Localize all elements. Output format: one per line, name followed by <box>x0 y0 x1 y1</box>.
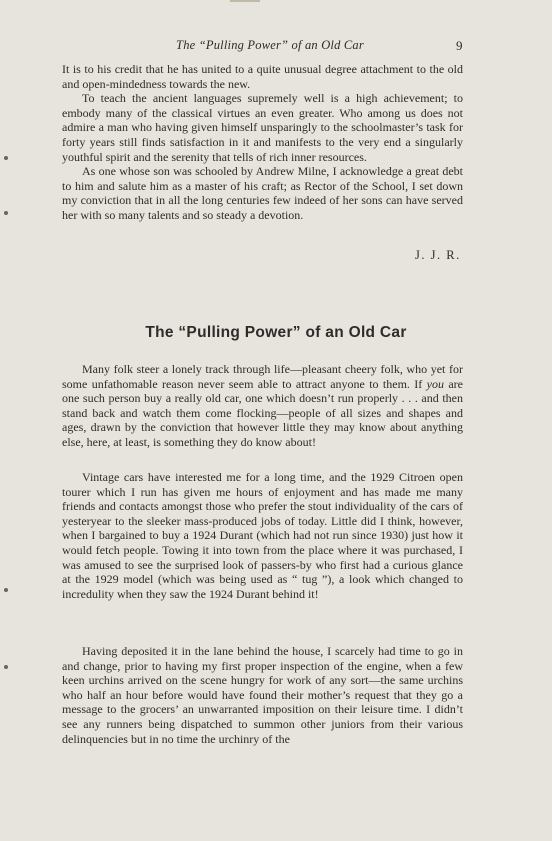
page-edge-mark <box>230 0 260 2</box>
article-paragraph-1-part-b: are one such person buy a really old car, one which doesn’t run properly . . . and then stand back and watch them come flocking—people of all sizes and shapes and ages, drawn by the conviction that however little they may know about anything else, here, at least, is something they do know about! <box>62 376 464 449</box>
running-head-suffix: of an Old Car <box>291 38 364 52</box>
margin-speck <box>4 588 8 592</box>
previous-paragraph-2: To teach the ancient languages supremely well is a high achievement; to embody many of the classical virtues an even greater. Who among us does not admire a man who having given himself unsparingly to the schoolmaster’s task for forty years still finds satisfaction in it and manifests to the very end a singularly youthful spirit and the serenity that tells of rich inner resources. <box>62 91 463 164</box>
previous-paragraph-1: It is to his credit that he has united to a quite unusual degree attachment to the old and open-mindedness towards the new. <box>62 62 463 91</box>
article-title: The “Pulling Power” of an Old Car <box>145 324 407 341</box>
article-paragraph-1-emphasis: you <box>426 376 444 391</box>
margin-speck <box>4 211 8 215</box>
article-paragraph-1 <box>62 362 463 450</box>
article-paragraph-1-block <box>62 362 463 450</box>
running-head <box>60 38 480 53</box>
article-paragraph-1-part-a: Many folk steer a lonely track through life—pleasant cheery folk, who yet for some unfathomable reason never seem able to attract anyone to them. If <box>62 362 463 391</box>
margin-speck <box>4 665 8 669</box>
article-paragraph-2: Vintage cars have interested me for a long time, and the 1929 Citroen open tourer which I run has given me hours of enjoyment and has made me many friends and contacts amongst those who prefer the stout individuality of the cars of yesteryear to the sleeker mass-produced jobs of today. Little did I think, however, when I bargained to buy a 1924 Durant (which had not run since 1930) just how it would fetch people. Towing it into town from the place where it was purchased, I was amused to see the surprised look of passers-by who first had a curious glance at the 1929 model (which was being used as “ tug ”), a look which changed to incredulity when they saw the 1924 Durant behind it! <box>62 470 463 601</box>
article-paragraph-3-block <box>62 644 463 746</box>
article-paragraph-2-block <box>62 470 463 601</box>
page-number: 9 <box>456 38 463 53</box>
running-head-prefix: The <box>176 38 196 52</box>
author-initials: J. J. R. <box>415 248 461 262</box>
running-head-quoted: “Pulling Power” <box>198 38 289 52</box>
margin-speck <box>4 156 8 160</box>
previous-article-body <box>62 62 463 223</box>
previous-paragraph-3: As one whose son was schooled by Andrew Milne, I acknowledge a great debt to him and salute him as a master of his craft; as Rector of the School, I set down my conviction that in all the long centuries few indeed of her sons can have served her with so many talents and so steady a devotion. <box>62 164 463 222</box>
article-paragraph-3: Having deposited it in the lane behind the house, I scarcely had time to go in and change, prior to having my first proper inspection of the engine, when a few keen urchins arrived on the scene hungry for work of any sort—the same urchins who half an hour before would have found their mother’s request that they go a message to the grocers’ an unwarranted imposition on their leisure time. I didn’t see any runners being dispatched to summon other juniors from their various delinquencies but in no time the urchinry of the <box>62 644 463 746</box>
